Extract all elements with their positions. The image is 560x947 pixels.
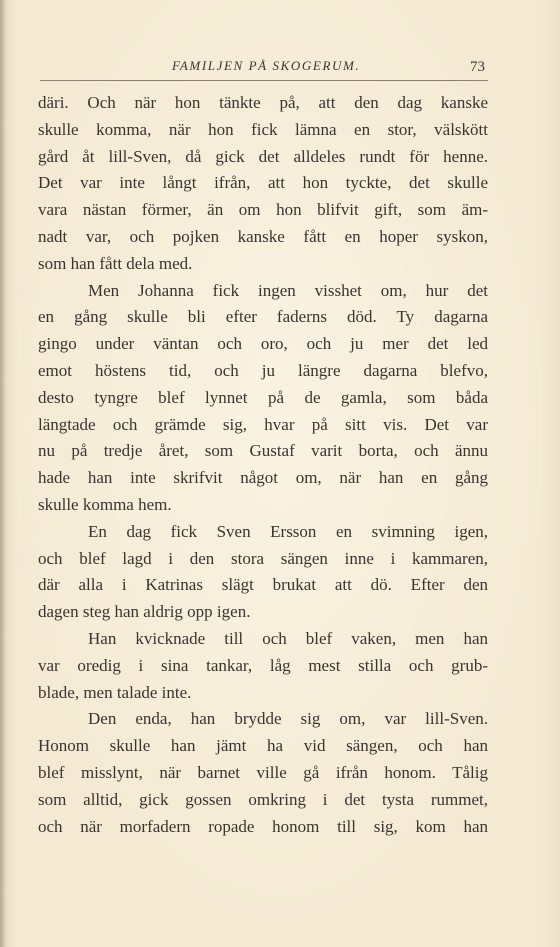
- text-line: nadt var, och pojken kanske fått en hoper syskon,: [38, 226, 488, 246]
- text-line: och när morfadern ropade honom till sig, kom han: [38, 816, 488, 836]
- text-line: nu på tredje året, som Gustaf varit borta, och ännu: [38, 441, 488, 461]
- text-line: som alltid, gick gossen omkring i det tysta rummet,: [38, 789, 488, 809]
- text-line: En dag fick Sven Ersson en svimning igen,: [88, 521, 488, 541]
- text-line: var oredig i sina tankar, låg mest stilla och grub-: [38, 655, 488, 675]
- page-number: 73: [470, 59, 485, 75]
- running-header: [0, 58, 560, 82]
- text-line: emot höstens tid, och ju längre dagarna blefvo,: [38, 360, 488, 380]
- text-line: hade han inte skrifvit något om, när han en gång: [38, 468, 488, 488]
- text-line: gingo under väntan och oro, och ju mer det led: [38, 334, 488, 354]
- text-line: Men Johanna fick ingen visshet om, hur det: [88, 280, 488, 300]
- text-line: längtade och grämde sig, hvar på sitt vis. Det var: [38, 414, 488, 434]
- text-line: Han kvicknade till och blef vaken, men han: [88, 628, 488, 648]
- text-line: skulle komma hem.: [38, 494, 172, 514]
- text-line: en gång skulle bli efter faderns död. Ty dagarna: [38, 307, 488, 327]
- text-line: Honom skulle han jämt ha vid sängen, och han: [38, 736, 488, 756]
- text-line: däri. Och när hon tänkte på, att den dag kanske: [38, 93, 488, 112]
- text-line: blef misslynt, när barnet ville gå ifrån honom. Tålig: [38, 762, 488, 782]
- text-line: skulle komma, när hon fick lämna en stor, välskött: [38, 119, 488, 139]
- page-gutter-shadow: [0, 0, 6, 947]
- running-title: FAMILJEN PÅ SKOGERUM.: [172, 58, 361, 73]
- text-line: dagen steg han aldrig opp igen.: [38, 602, 251, 622]
- text-line: som han fått dela med.: [38, 253, 193, 273]
- text-line: desto tyngre blef lynnet på de gamla, som båda: [38, 387, 488, 407]
- text-line: Den enda, han brydde sig om, var lill-Sven.: [88, 709, 488, 729]
- text-line: vara nästan förmer, än om hon blifvit gift, som äm-: [38, 200, 488, 220]
- text-line: gård åt lill-Sven, då gick det alldeles rundt för henne.: [38, 146, 488, 166]
- text-line: blade, men talade inte.: [38, 682, 192, 702]
- header-rule: [40, 80, 488, 81]
- text-line: där alla i Katrinas slägt brukat att dö. Efter den: [38, 575, 488, 595]
- body-text: [38, 90, 488, 840]
- text-line: och blef lagd i den stora sängen inne i kammaren,: [38, 548, 488, 568]
- text-line: Det var inte långt ifrån, att hon tyckte, det skulle: [38, 173, 488, 193]
